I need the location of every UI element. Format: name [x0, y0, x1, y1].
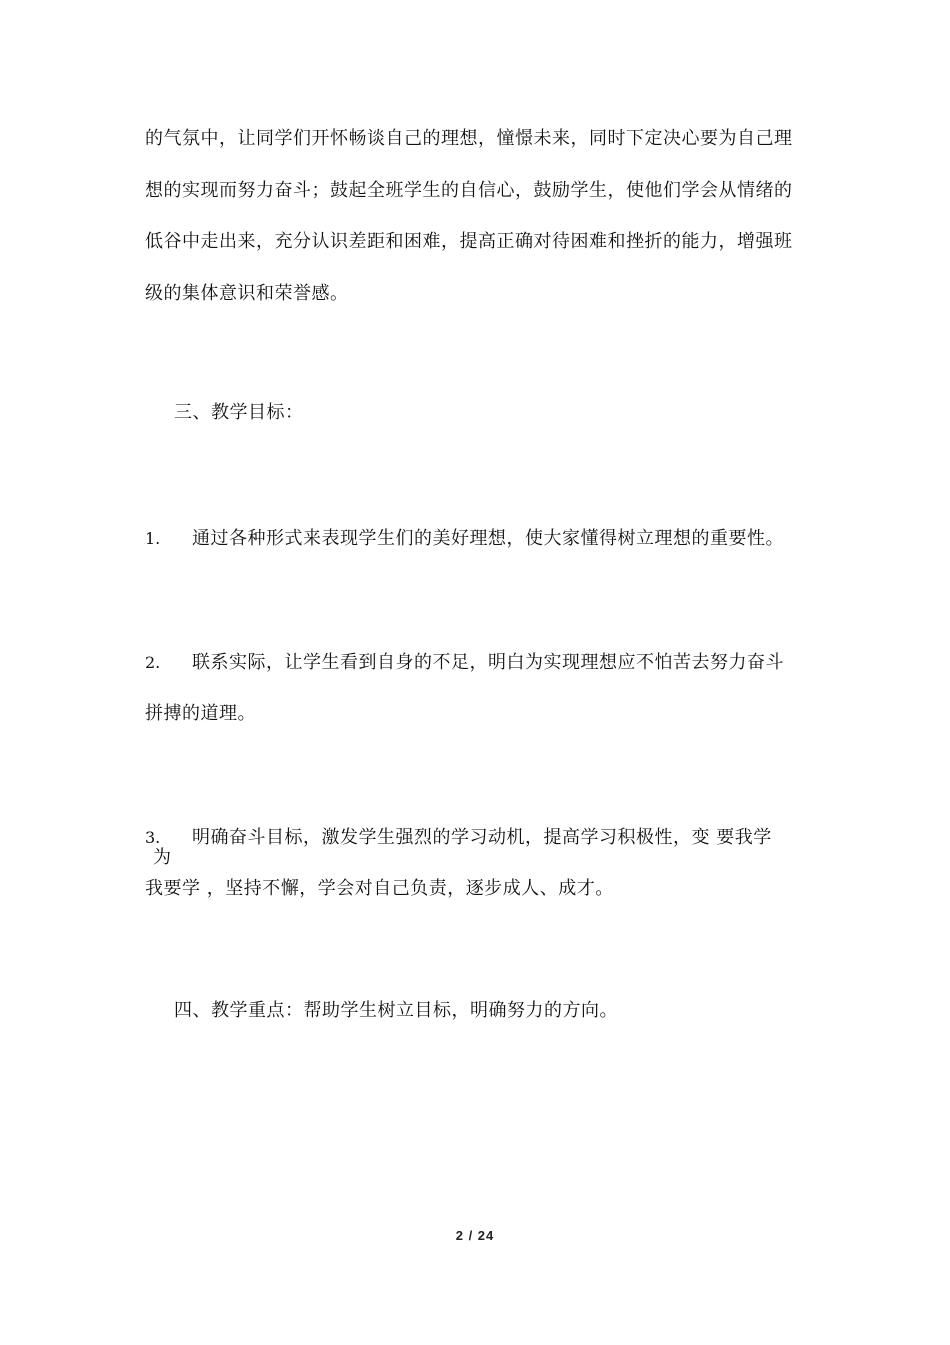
- section-4-heading: 四、教学重点：帮助学生树立目标，明确努力的方向。: [174, 1000, 618, 1021]
- intro-line-4: 级的集体意识和荣誉感。: [145, 283, 349, 304]
- intro-line-1: 的气氛中，让同学们开怀畅谈自己的理想，憧憬未来，同时下定决心要为自己理: [145, 128, 793, 149]
- section-3-heading: 三、教学目标：: [174, 402, 304, 423]
- objective-2-line-1: 联系实际，让学生看到自身的不足，明白为实现理想应不怕苦去努力奋斗: [192, 652, 784, 673]
- objective-3-line-2: 我要学 ，坚持不懈，学会对自己负责，逐步成人、成才。: [145, 878, 614, 899]
- intro-line-3: 低谷中走出来，充分认识差距和困难，提高正确对待困难和挫折的能力，增强班: [145, 231, 793, 252]
- objective-2-number: 2.: [145, 653, 161, 672]
- intro-line-2: 想的实现而努力奋斗；鼓起全班学生的自信心，鼓励学生，使他们学会从情绪的: [145, 180, 793, 201]
- objective-3-overflow-char: 为: [153, 847, 171, 868]
- page-number: 2 / 24: [455, 1228, 495, 1243]
- objective-1-number: 1.: [145, 529, 161, 548]
- objective-1-line-1: 通过各种形式来表现学生们的美好理想，使大家懂得树立理想的重要性。: [192, 528, 784, 549]
- objective-3-number: 3.: [145, 828, 161, 847]
- objective-3-line-1: 明确奋斗目标，激发学生强烈的学习动机，提高学习积极性，变 要我学: [192, 827, 772, 848]
- objective-2-line-2: 拼搏的道理。: [145, 703, 256, 724]
